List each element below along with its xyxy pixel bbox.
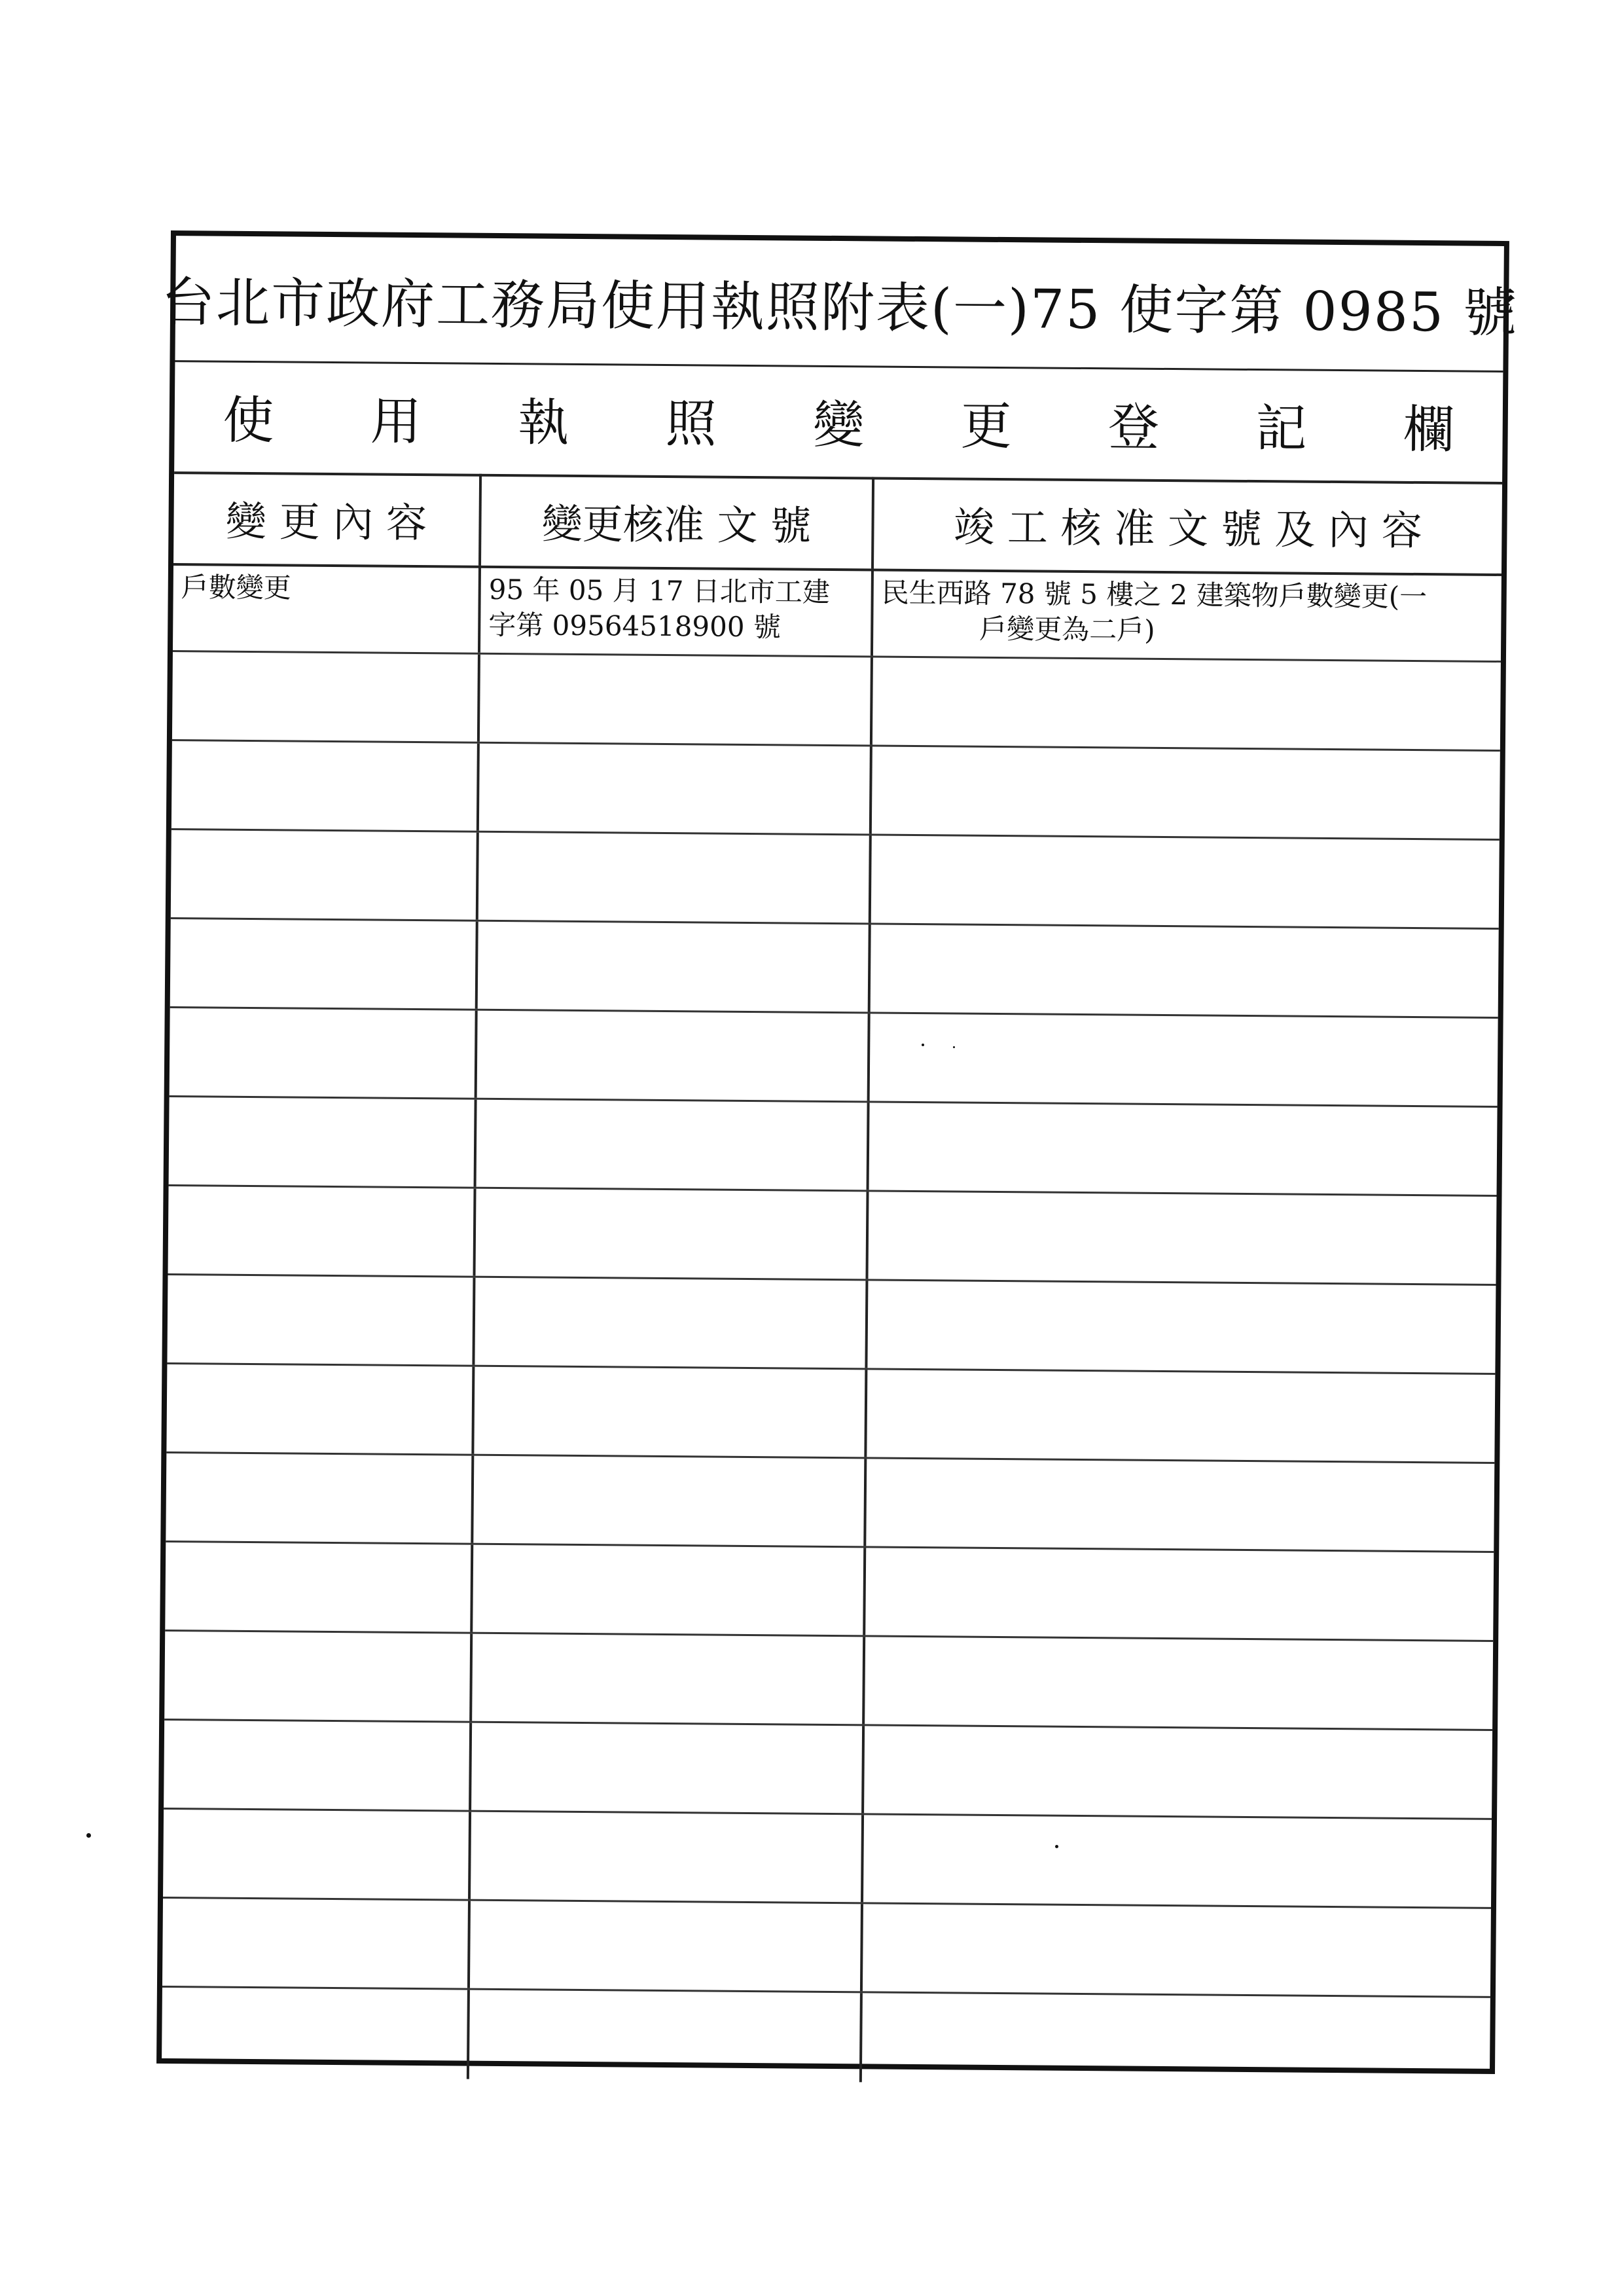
table-row xyxy=(169,1097,1498,1197)
table-body xyxy=(162,563,1501,2069)
table-header xyxy=(173,471,1502,576)
subtitle-char: 執 xyxy=(517,393,569,453)
empty-cell xyxy=(480,655,873,745)
table-row xyxy=(164,1631,1493,1731)
approval-doc-line: 95 年 05 月 17 日北市工建 xyxy=(488,573,831,608)
subtitle-char: 欄 xyxy=(1403,400,1455,460)
empty-cell xyxy=(872,746,1500,839)
subtitle-char: 照 xyxy=(665,394,717,454)
empty-cell xyxy=(167,1275,475,1365)
empty-cell xyxy=(478,833,872,923)
title-row xyxy=(160,236,1519,373)
approval-doc-line: 字第 09564518900 號 xyxy=(488,608,782,644)
subtitle-char: 登 xyxy=(1107,398,1160,458)
permit-change-form xyxy=(156,230,1519,2074)
scan-speck xyxy=(1055,1845,1058,1848)
scan-speck xyxy=(86,1833,91,1838)
scan-speck xyxy=(922,1044,924,1046)
empty-cell xyxy=(162,1899,471,1988)
empty-cell xyxy=(871,924,1499,1017)
empty-cell xyxy=(474,1367,867,1457)
empty-cell xyxy=(471,1812,864,1903)
subtitle-char: 記 xyxy=(1255,399,1307,459)
empty-cell xyxy=(865,1548,1494,1640)
empty-cell xyxy=(867,1281,1496,1373)
empty-cell xyxy=(475,1278,868,1368)
table-row xyxy=(170,1008,1498,1108)
table-row xyxy=(166,1453,1494,1553)
scan-speck xyxy=(953,1046,955,1048)
empty-cell xyxy=(868,1192,1496,1284)
subtitle-char: 更 xyxy=(960,397,1012,457)
empty-cell xyxy=(472,1634,865,1724)
empty-cell xyxy=(473,1456,867,1546)
empty-cell xyxy=(866,1459,1494,1551)
table-row xyxy=(168,1186,1496,1286)
table-row xyxy=(162,1988,1490,2087)
empty-cell xyxy=(479,744,872,834)
table-row xyxy=(163,1810,1492,1909)
empty-cell xyxy=(162,1988,470,2079)
empty-cell xyxy=(165,1542,473,1632)
empty-cell xyxy=(163,1810,471,1899)
empty-cell xyxy=(864,1726,1492,1818)
empty-cell xyxy=(862,1993,1490,2087)
document-title: 台北市政府工務局使用執照附表(一)75 使字第 0985 號 xyxy=(160,271,1519,344)
empty-cell xyxy=(871,835,1500,928)
table-row xyxy=(171,830,1500,930)
empty-cell xyxy=(164,1631,473,1721)
table-row xyxy=(172,652,1501,752)
table-row xyxy=(173,563,1501,663)
table-row xyxy=(165,1542,1494,1642)
empty-cell xyxy=(471,1723,865,1813)
header-change-content: 變 更 內 容 xyxy=(173,471,482,566)
empty-cell xyxy=(168,1186,476,1276)
empty-cell xyxy=(470,1901,863,1992)
header-approval-doc-no: 變更核准 文 號 xyxy=(481,474,874,569)
empty-cell xyxy=(166,1364,475,1454)
empty-cell xyxy=(169,1097,477,1187)
completion-line: 戶變更為二戶) xyxy=(979,612,1155,646)
empty-cell xyxy=(863,1904,1491,1996)
table-row xyxy=(164,1721,1492,1820)
empty-cell xyxy=(171,830,479,920)
empty-cell xyxy=(172,652,480,742)
subtitle-row xyxy=(174,360,1503,484)
cell-change-content: 戶數變更 xyxy=(173,563,481,653)
table-row xyxy=(167,1275,1496,1375)
empty-cell xyxy=(870,1013,1498,1106)
empty-cell xyxy=(478,922,871,1012)
empty-cell xyxy=(476,1100,870,1190)
subtitle-char: 用 xyxy=(370,392,422,452)
cell-approval-doc xyxy=(480,566,874,656)
subtitle-char: 使 xyxy=(223,391,274,451)
empty-cell xyxy=(863,1815,1492,1907)
table-row xyxy=(171,741,1500,841)
empty-cell xyxy=(865,1637,1493,1729)
empty-cell xyxy=(170,919,478,1009)
empty-cell xyxy=(170,1008,478,1098)
table-row xyxy=(170,919,1499,1019)
empty-cell xyxy=(171,741,480,831)
empty-cell xyxy=(869,1102,1498,1195)
table-row xyxy=(162,1899,1491,1998)
empty-cell xyxy=(473,1545,866,1635)
empty-cell xyxy=(164,1721,472,1810)
empty-cell xyxy=(477,1011,871,1101)
cell-completion-doc xyxy=(873,568,1501,661)
header-completion-doc: 竣 工 核 准 文 號 及 內 容 xyxy=(953,502,1423,555)
empty-cell xyxy=(476,1189,869,1279)
subtitle-char: 變 xyxy=(812,395,865,456)
table-row xyxy=(166,1364,1495,1464)
empty-cell xyxy=(469,1990,863,2083)
completion-line: 民生西路 78 號 5 樓之 2 建築物戶數變更(一 xyxy=(881,576,1428,613)
empty-cell xyxy=(867,1370,1495,1462)
empty-cell xyxy=(872,657,1501,750)
empty-cell xyxy=(166,1453,474,1543)
